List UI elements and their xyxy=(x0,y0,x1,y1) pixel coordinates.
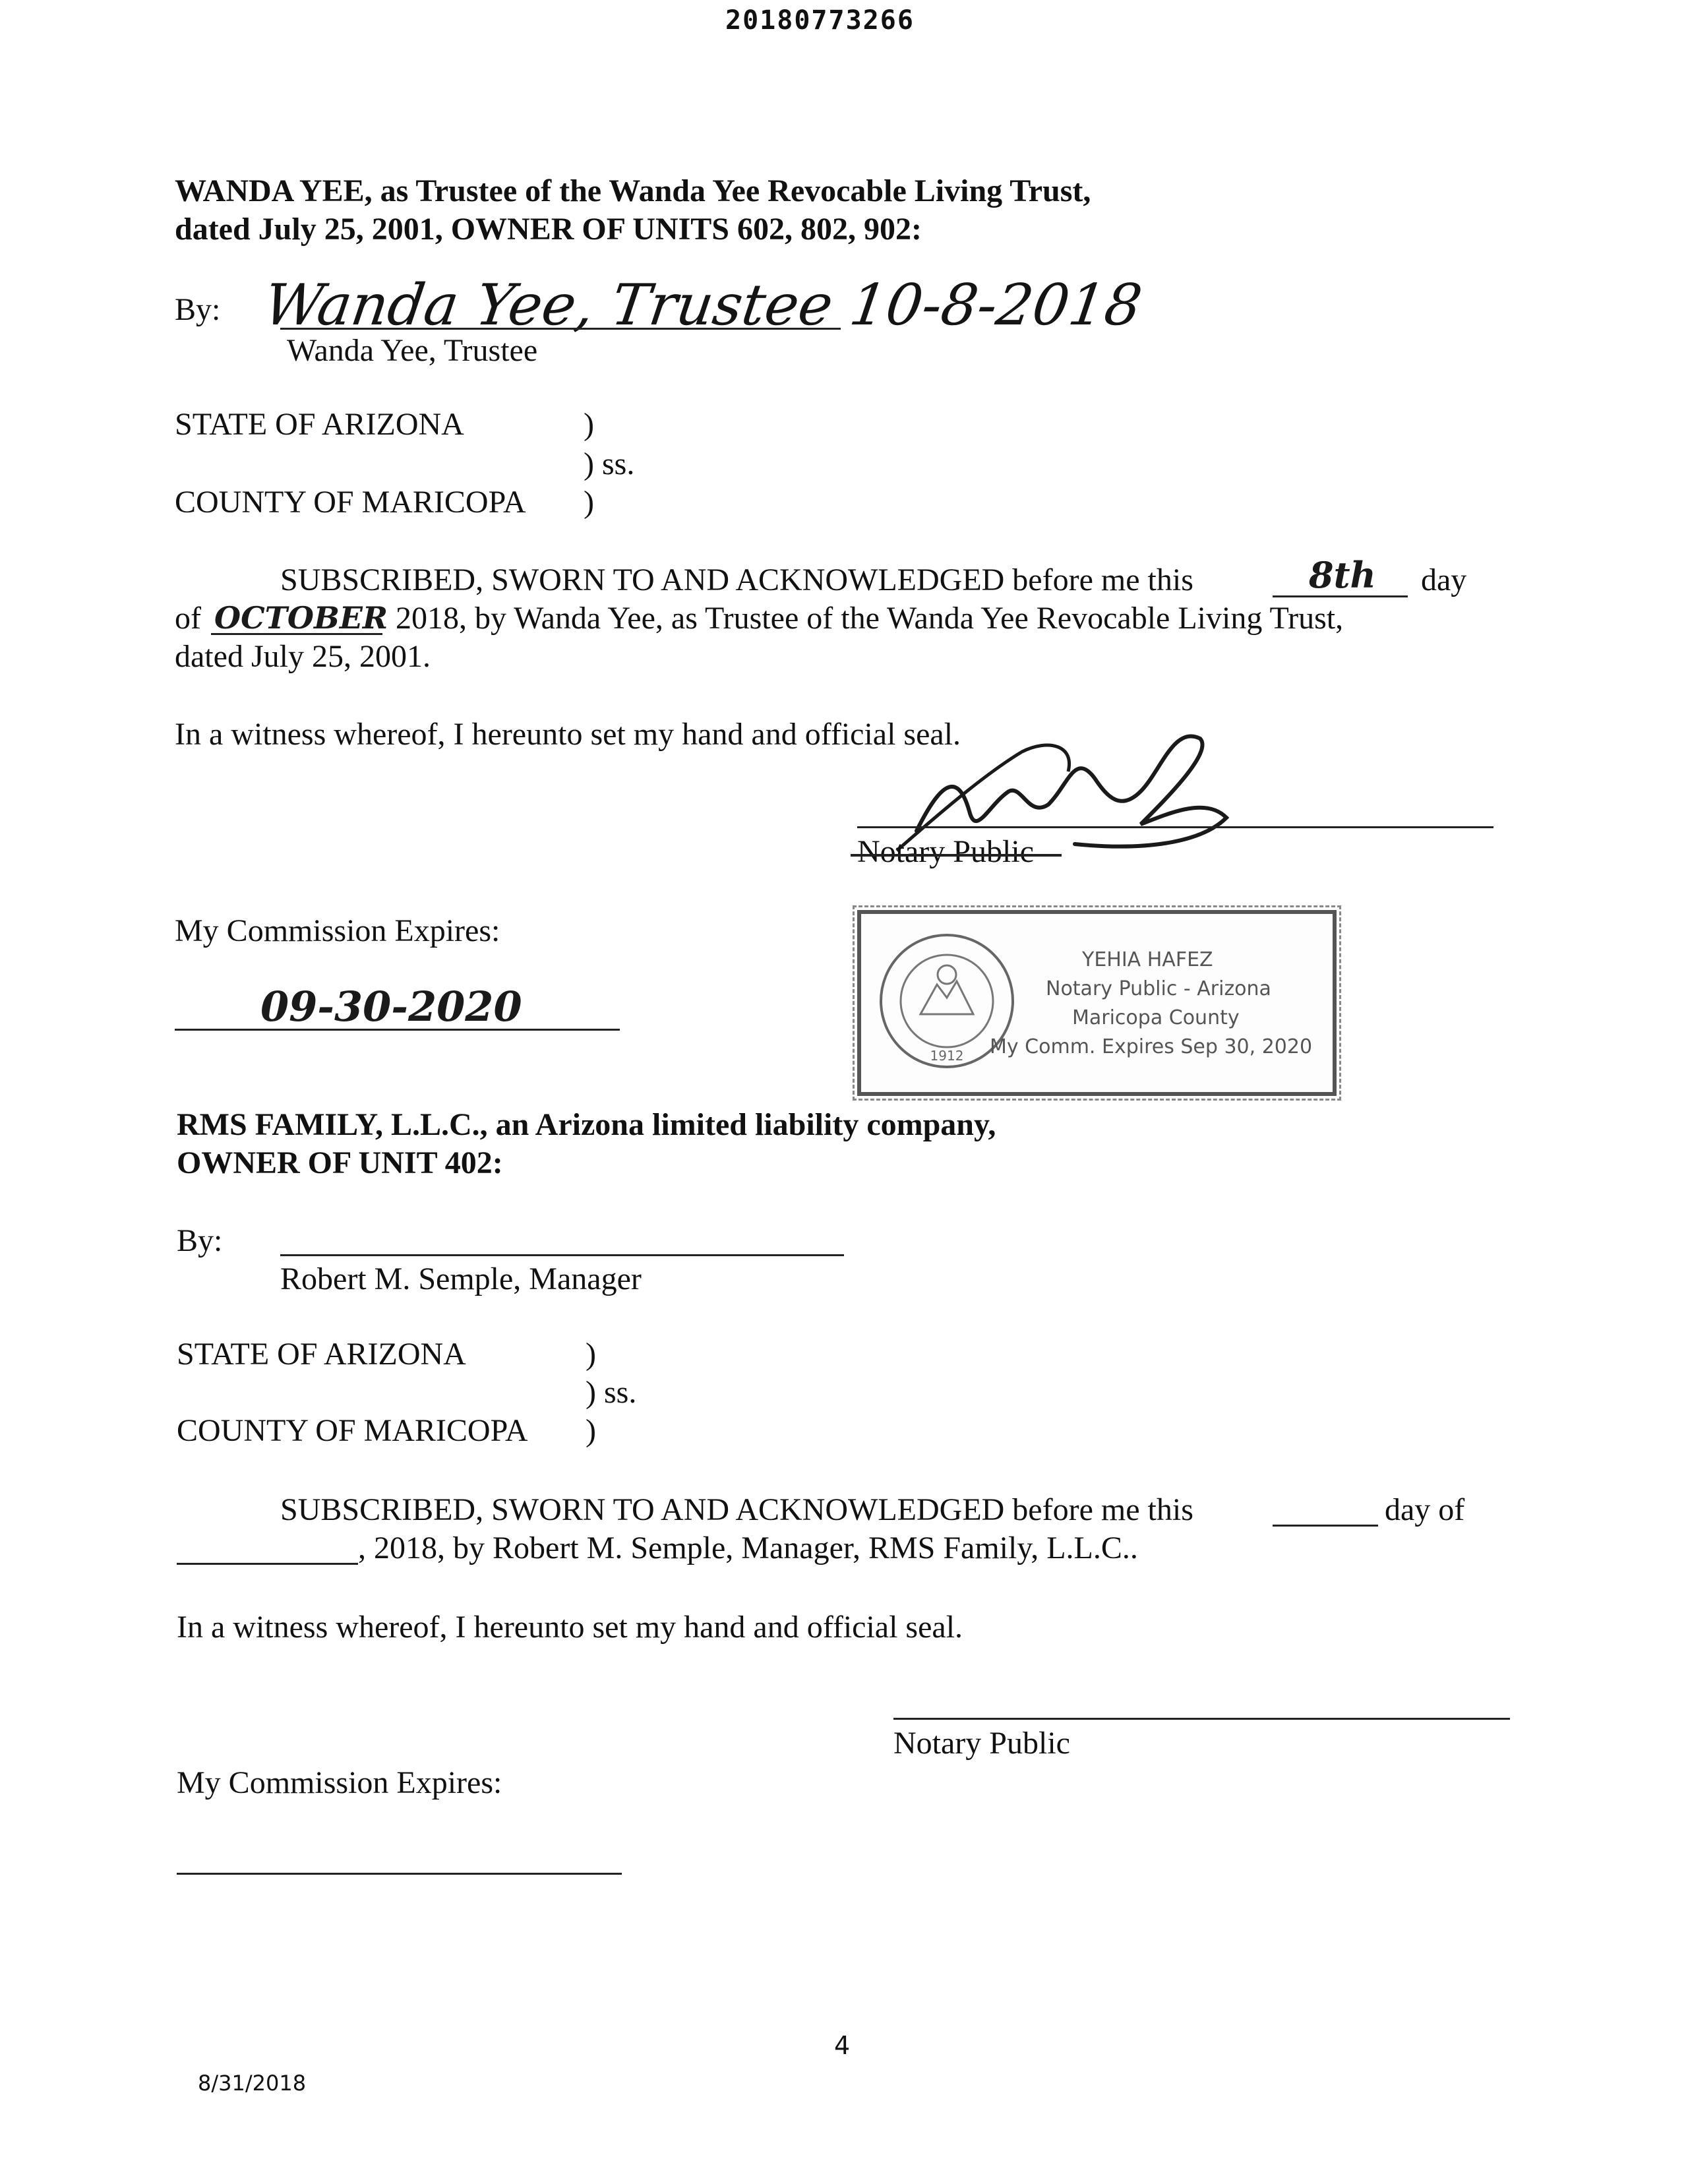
section2-paren-bottom: ) xyxy=(586,1413,596,1448)
section1-heading-line2: dated July 25, 2001, OWNER OF UNITS 602, 802, 902: xyxy=(175,212,922,247)
section1-signer-name: Wanda Yee, Trustee xyxy=(287,333,538,368)
section1-ack-of: of xyxy=(175,601,201,636)
section1-commission-handwritten: 09-30-2020 xyxy=(260,983,522,1031)
section1-notary-label: Notary Public xyxy=(857,834,1034,869)
section2-ack-line2: , 2018, by Robert M. Semple, Manager, RMS Family, L.L.C.. xyxy=(358,1531,1138,1565)
seal-name: YEHIA HAFEZ xyxy=(1082,948,1213,971)
section1-paren-ss: ) ss. xyxy=(584,446,635,481)
section2-signature-line xyxy=(280,1254,844,1256)
section2-by-label: By: xyxy=(177,1223,223,1258)
section2-commission-label: My Commission Expires: xyxy=(177,1765,502,1800)
notary-label-strike xyxy=(851,854,1062,857)
svg-text:Wanda Yee, Trustee 10-8-2018: Wanda Yee, Trustee 10-8-2018 xyxy=(260,272,1146,338)
section2-notary-label: Notary Public xyxy=(893,1726,1070,1761)
section2-month-blank xyxy=(177,1563,358,1565)
section2-notary-line xyxy=(893,1718,1510,1720)
section2-day-blank xyxy=(1273,1525,1378,1527)
section1-heading-line1: WANDA YEE, as Trustee of the Wanda Yee Revocable Living Trust, xyxy=(175,173,1091,208)
section1-paren-top: ) xyxy=(584,407,594,442)
section1-month-handwritten: OCTOBER xyxy=(214,600,388,636)
document-number: 20180773266 xyxy=(725,5,915,36)
section1-ack-line3: dated July 25, 2001. xyxy=(175,639,431,674)
section2-commission-line xyxy=(177,1873,622,1875)
section2-paren-ss: ) ss. xyxy=(586,1375,637,1410)
seal-expires: My Comm. Expires Sep 30, 2020 xyxy=(990,1035,1313,1058)
section2-heading-line1: RMS FAMILY, L.L.C., an Arizona limited liability company, xyxy=(177,1107,996,1142)
section1-county-line: COUNTY OF MARICOPA xyxy=(175,485,526,520)
wanda-yee-signature xyxy=(260,264,1146,343)
section1-paren-bottom: ) xyxy=(584,485,594,520)
page-number: 4 xyxy=(834,2031,851,2060)
seal-county: Maricopa County xyxy=(1072,1006,1240,1029)
seal-title: Notary Public - Arizona xyxy=(1046,977,1271,1000)
section2-state-line: STATE OF ARIZONA xyxy=(177,1337,466,1372)
section2-heading-line2: OWNER OF UNIT 402: xyxy=(177,1145,503,1180)
section2-signer-name: Robert M. Semple, Manager xyxy=(280,1261,642,1296)
section2-paren-top: ) xyxy=(586,1337,596,1372)
section2-witness: In a witness whereof, I hereunto set my hand and official seal. xyxy=(177,1610,963,1645)
notary-seal-stamp xyxy=(857,910,1337,1096)
section2-ack-part2: day of xyxy=(1385,1492,1465,1527)
section1-ack-part3: 2018, by Wanda Yee, as Trustee of the Wanda Yee Revocable Living Trust, xyxy=(396,601,1344,636)
section1-day-handwritten: 8th xyxy=(1309,554,1376,596)
section1-by-label: By: xyxy=(175,292,221,327)
section1-witness: In a witness whereof, I hereunto set my hand and official seal. xyxy=(175,717,961,752)
section2-county-line: COUNTY OF MARICOPA xyxy=(177,1413,528,1448)
section1-notary-line xyxy=(857,826,1493,828)
section1-ack-part1: SUBSCRIBED, SWORN TO AND ACKNOWLEDGED before me this xyxy=(280,562,1193,597)
section1-state-line: STATE OF ARIZONA xyxy=(175,407,464,442)
section1-commission-label: My Commission Expires: xyxy=(175,913,500,948)
section1-signature-line xyxy=(280,328,841,330)
section1-ack-part2: day xyxy=(1421,562,1467,597)
section2-ack-part1: SUBSCRIBED, SWORN TO AND ACKNOWLEDGED before me this xyxy=(280,1492,1193,1527)
footer-date: 8/31/2018 xyxy=(198,2071,307,2096)
seal-year: 1912 xyxy=(930,1048,964,1064)
